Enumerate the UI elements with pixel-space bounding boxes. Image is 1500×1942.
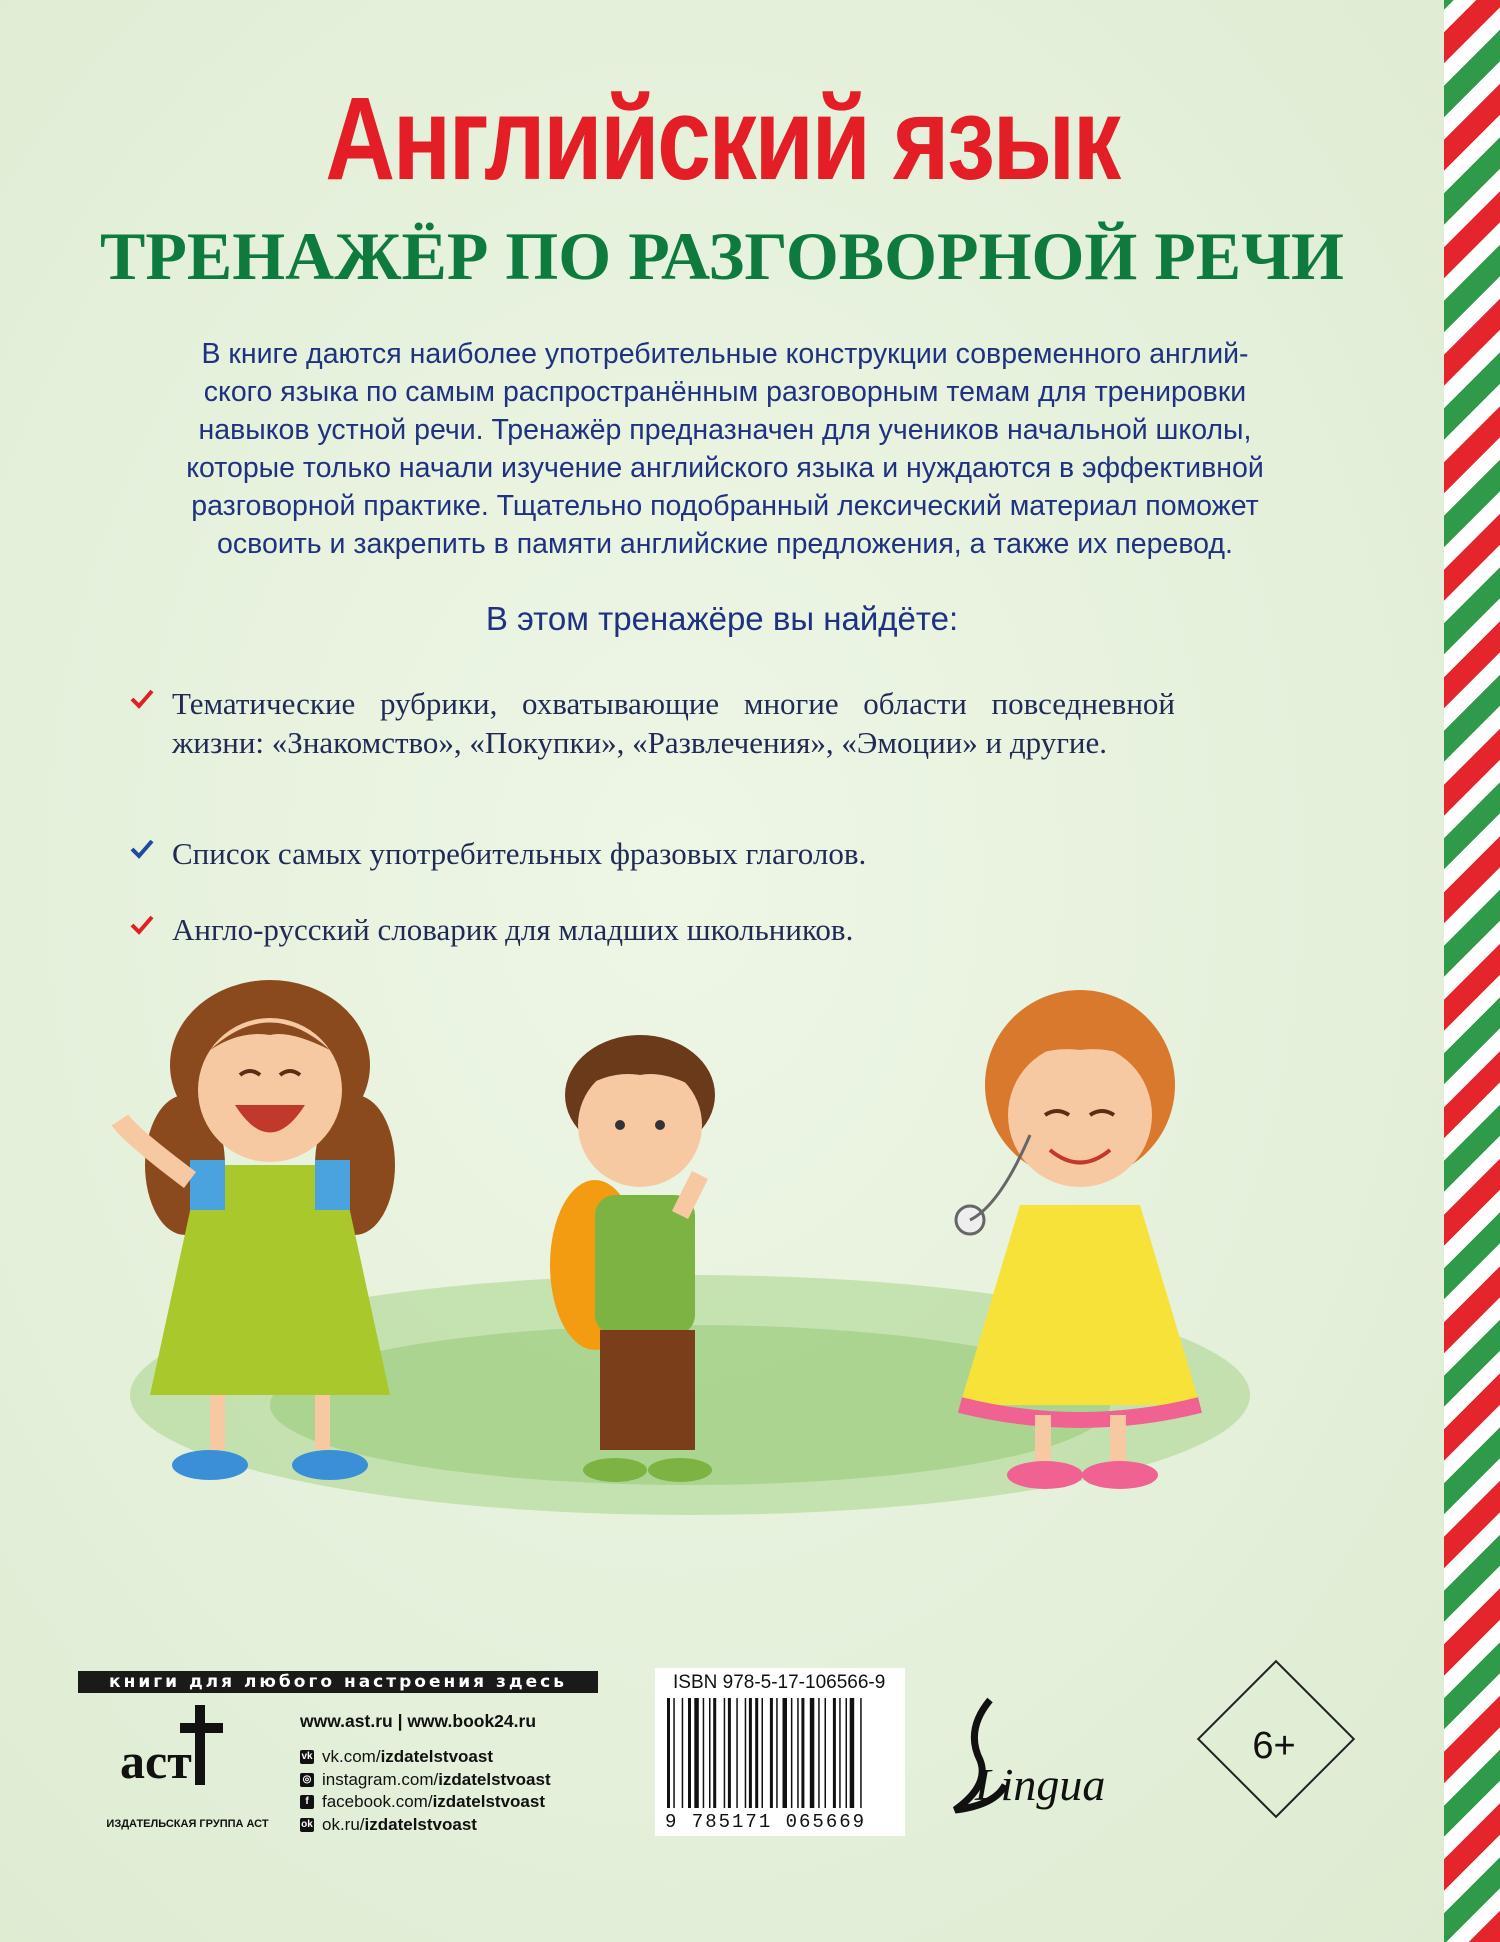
website-links[interactable]: www.ast.ru | www.book24.ru xyxy=(300,1711,537,1731)
barcode-bar xyxy=(825,1698,827,1808)
social-link-ok[interactable] xyxy=(300,1814,551,1837)
barcode-bar xyxy=(850,1698,855,1808)
barcode-bar xyxy=(860,1698,862,1808)
decorative-stripe-border xyxy=(1444,0,1500,1942)
barcode-bar xyxy=(682,1698,684,1808)
barcode xyxy=(655,1668,905,1836)
barcode-bar xyxy=(846,1698,848,1808)
isbn-label: ISBN 978-5-17-106566-9 xyxy=(673,1672,886,1693)
barcode-bar xyxy=(724,1698,726,1808)
barcode-bars xyxy=(665,1698,897,1810)
description-line: ского языка по самым распространённым разговорным темам для тренировки xyxy=(203,376,1247,408)
feature-text: Англо-русский словарик для младших школьников. xyxy=(172,912,854,947)
ast-logo xyxy=(115,1700,235,1790)
feature-item xyxy=(130,684,1175,762)
barcode-bar xyxy=(667,1698,670,1808)
feature-text: Тематические рубрики, охватывающие многие области повседневной жизни: «Знакомство», «Покупки», «Развлечения», «Эмоции» и другие. xyxy=(172,686,1175,760)
social-handle: izdatelstvoast xyxy=(364,1814,477,1834)
barcode-bar xyxy=(673,1698,675,1808)
feature-text: Список самых употребительных фразовых глаголов. xyxy=(172,836,867,871)
social-link-vk[interactable] xyxy=(300,1746,551,1769)
barcode-bar xyxy=(703,1698,705,1808)
book-description xyxy=(95,335,1355,563)
barcode-bar xyxy=(755,1698,758,1808)
barcode-bar xyxy=(728,1698,731,1808)
social-link-instagram[interactable] xyxy=(300,1769,551,1792)
barcode-bar xyxy=(694,1698,699,1808)
barcode-bar xyxy=(736,1698,738,1808)
children-illustration xyxy=(90,975,1290,1535)
barcode-bar xyxy=(770,1698,773,1808)
barcode-bar xyxy=(818,1698,820,1808)
feature-item xyxy=(130,910,1175,949)
barcode-bar xyxy=(709,1698,711,1808)
barcode-bar xyxy=(713,1698,716,1808)
book-title: Английский язык xyxy=(325,73,1119,205)
girl-cartoon-right xyxy=(956,990,1200,1489)
publisher-tagline: книги для любого настроения здесь xyxy=(78,1671,598,1693)
lingua-logo xyxy=(935,1690,1155,1830)
features-heading: В этом тренажёре вы найдёте: xyxy=(485,600,959,637)
barcode-bar xyxy=(745,1698,747,1808)
social-handle: izdatelstvoast xyxy=(438,1769,551,1789)
feature-item xyxy=(130,834,1175,873)
barcode-bar xyxy=(797,1698,799,1808)
social-prefix: ok.ru/ xyxy=(322,1814,365,1834)
publisher-links xyxy=(300,1711,551,1836)
barcode-bar xyxy=(810,1698,815,1808)
barcode-bar xyxy=(776,1698,778,1808)
barcode-bar xyxy=(688,1698,691,1808)
description-line: навыков устной речи. Тренажёр предназначен для учеников начальной школы, xyxy=(198,414,1252,446)
book-subtitle: ТРЕНАЖЁР ПО РАЗГОВОРНОЙ РЕЧИ xyxy=(100,218,1344,294)
vk-icon: vk xyxy=(301,1751,313,1763)
barcode-bar xyxy=(833,1698,836,1808)
description-line: освоить и закрепить в памяти английские предложения, а также их перевод. xyxy=(217,528,1233,560)
social-link-facebook[interactable] xyxy=(300,1791,551,1814)
description-line: разговорной практике. Тщательно подобранный лексический материал поможет xyxy=(191,490,1259,522)
barcode-bar xyxy=(839,1698,841,1808)
description-line: В книге даются наиболее употребительные конструкции современного англий- xyxy=(201,338,1249,370)
checkmark-icon xyxy=(130,837,154,861)
barcode-bar xyxy=(749,1698,752,1808)
social-prefix: instagram.com/ xyxy=(322,1769,439,1789)
publisher-caption: ИЗДАТЕЛЬСКАЯ ГРУППА АСТ xyxy=(106,1818,269,1830)
checkmark-icon xyxy=(130,913,154,937)
social-prefix: facebook.com/ xyxy=(322,1792,433,1811)
age-rating: 6+ xyxy=(1252,1725,1296,1767)
barcode-bar xyxy=(762,1698,764,1808)
svg-text:аст: аст xyxy=(120,1733,192,1789)
barcode-bar xyxy=(783,1698,788,1808)
instagram-icon: ◎ xyxy=(300,1773,314,1787)
barcode-digits: 9 785171 065669 xyxy=(665,1811,867,1833)
odnoklassniki-icon: ok xyxy=(301,1818,313,1830)
social-handle: izdatelstvoast xyxy=(432,1792,545,1811)
social-prefix: vk.com/ xyxy=(322,1747,381,1766)
checkmark-icon xyxy=(130,687,154,711)
barcode-bar xyxy=(801,1698,804,1808)
barcode-bar xyxy=(791,1698,793,1808)
social-handle: izdatelstvoast xyxy=(380,1747,493,1766)
facebook-icon: f xyxy=(300,1795,314,1809)
svg-text:Lingua: Lingua xyxy=(975,1759,1106,1810)
description-line: которые только начали изучение английского языка и нуждаются в эффективной xyxy=(186,452,1264,484)
